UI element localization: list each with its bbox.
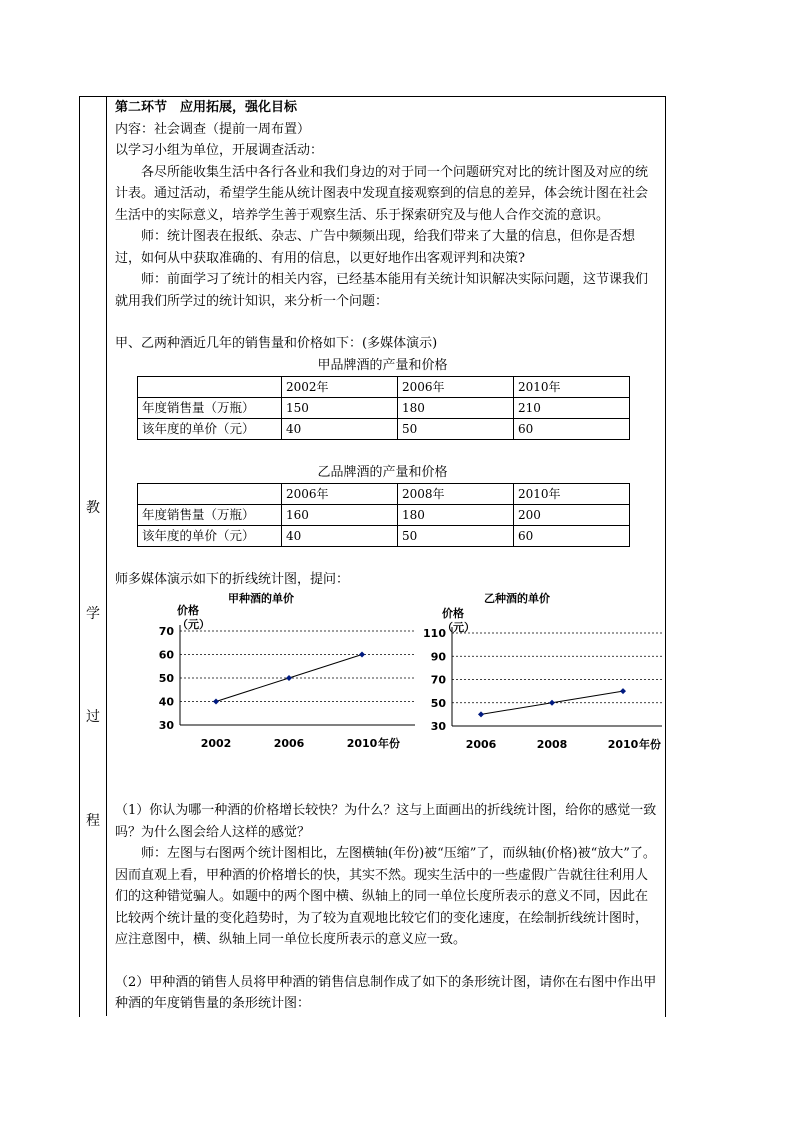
chart-yi-price [422, 590, 667, 790]
y-tick-label: 70 [430, 673, 446, 687]
lesson-content [115, 97, 660, 1015]
table-cell: 50 [398, 525, 514, 546]
chart-intro: 师多媒体演示如下的折线统计图，提问： [115, 571, 350, 587]
column-divider [106, 96, 107, 1016]
section-title: 第二环节 应用拓展，强化目标 [115, 100, 298, 115]
data-point [359, 652, 365, 658]
table-row [138, 525, 630, 546]
charts-area [115, 590, 660, 800]
paragraph: 各尽所能收集生活中各行各业和我们身边的对于同一个问题研究对比的统计图及对应的统计表。通过活动，希望学生能从统计图表中发现直接观察到的信息的差异，体会统计图在社会生活中的实际意义，培养学生善于观察生活、乐于探索研究及与他人合作交流的意识。 [115, 164, 649, 223]
y-tick-label: 40 [158, 695, 174, 709]
table-cell: 40 [282, 525, 398, 546]
data-point [549, 700, 555, 706]
x-tick-label: 2006 [465, 738, 497, 751]
table-row [138, 418, 630, 439]
chart-title: 乙种酒的单价 [484, 592, 550, 605]
table-cell: 2006年 [398, 376, 514, 397]
paragraph: 师：前面学习了统计的相关内容，已经基本能用有关统计知识解决实际问题，这节课我们就用我们所学过的统计知识，来分析一个问题： [115, 272, 649, 309]
x-axis-label: 年份 [378, 737, 400, 750]
table-cell: 180 [398, 504, 514, 525]
y-axis-unit: （元） [442, 621, 475, 634]
y-tick-label: 110 [423, 627, 446, 640]
table-cell: 50 [398, 418, 514, 439]
side-label-char: 过 [86, 709, 100, 725]
y-tick-label: 30 [430, 720, 446, 733]
side-label-char: 学 [86, 606, 100, 622]
x-tick-label: 2008 [536, 738, 568, 751]
y-axis-label: 价格 [442, 607, 464, 620]
table-b-caption: 乙品牌酒的产量和价格 [317, 464, 448, 480]
table-a-caption: 甲品牌酒的产量和价格 [317, 357, 448, 373]
x-tick-label: 2010 [346, 737, 378, 750]
y-tick-label: 50 [158, 672, 174, 685]
table-cell: 2008年 [398, 483, 514, 504]
table-cell: 150 [282, 397, 398, 418]
table-cell: 年度销售量（万瓶） [138, 397, 282, 418]
paragraph: 以学习小组为单位，开展调查活动： [115, 143, 324, 158]
paragraph: 师：统计图表在报纸、杂志、广告中频频出现，给我们带来了大量的信息，但你是否想过，如何从中获取准确的、有用的信息，以更好地作出客观评判和决策? [115, 229, 636, 266]
table-cell: 200 [514, 504, 630, 525]
data-point [620, 688, 626, 694]
table-row [138, 376, 630, 397]
table-cell: 2006年 [282, 483, 398, 504]
table-cell: 2002年 [282, 376, 398, 397]
table-cell: 60 [514, 525, 630, 546]
table-cell: 该年度的单价（元） [138, 418, 282, 439]
intro-line: 甲、乙两种酒近几年的销售量和价格如下：(多媒体演示) [115, 336, 438, 351]
x-axis-label: 年份 [639, 738, 661, 751]
question-2: （2）甲种酒的销售人员将甲种酒的销售信息制作成了如下的条形统计图，请你在右图中作出甲种酒的年度销售量的条形统计图： [115, 974, 657, 1011]
table-cell: 60 [514, 418, 630, 439]
y-axis-label: 价格 [177, 604, 199, 617]
table-b [137, 483, 630, 547]
table-cell: 该年度的单价（元） [138, 525, 282, 546]
side-label-char: 教 [86, 500, 100, 516]
table-cell: 40 [282, 418, 398, 439]
y-tick-label: 60 [158, 648, 174, 662]
x-tick-label: 2002 [200, 737, 232, 750]
side-label-char: 程 [86, 813, 100, 829]
table-row [138, 504, 630, 525]
y-tick-label: 30 [158, 719, 174, 732]
table-cell [138, 483, 282, 504]
table-cell: 2010年 [514, 376, 630, 397]
chart-jia-price [158, 590, 435, 790]
paragraph: 内容：社会调查（提前一周布置） [115, 121, 311, 137]
x-tick-label: 2010 [607, 738, 639, 751]
chart-title: 甲种酒的单价 [228, 592, 294, 605]
y-tick-label: 90 [430, 650, 446, 664]
table-row [138, 483, 630, 504]
data-point [286, 675, 292, 681]
table-cell: 180 [398, 397, 514, 418]
y-tick-label: 50 [430, 696, 446, 710]
table-cell: 160 [282, 504, 398, 525]
table-cell [138, 376, 282, 397]
data-point [213, 699, 219, 705]
table-a [137, 376, 630, 440]
table-cell: 210 [514, 397, 630, 418]
answer-1: 师：左图与右图两个统计图相比，左图横轴(年份)被“压缩”了，而纵轴(价格)被“放大”了。因而直观上看，甲种酒的价格增长的快，其实不然。现实生活中的一些虚假广告就往往利用人们的这种错觉骗人。如题中的两个图中横、纵轴上的同一单位长度所表示的意义不同，因此在比较两个统计量的变化趋势时，为了较为直观地比较它们的变化速度，在绘制折线统计图时，应注意图中，横、纵轴上同一单位长度所表示的意义应一致。 [115, 846, 656, 947]
data-point [478, 711, 484, 717]
table-row [138, 397, 630, 418]
table-cell: 年度销售量（万瓶） [138, 504, 282, 525]
y-tick-label: 70 [158, 625, 174, 638]
question-1: （1）你认为哪一种酒的价格增长较快？为什么？这与上面画出的折线统计图，给你的感觉一致吗？为什么图会给人这样的感觉？ [115, 803, 657, 840]
y-axis-unit: （元） [177, 618, 210, 631]
x-tick-label: 2006 [273, 737, 305, 750]
table-cell: 2010年 [514, 483, 630, 504]
